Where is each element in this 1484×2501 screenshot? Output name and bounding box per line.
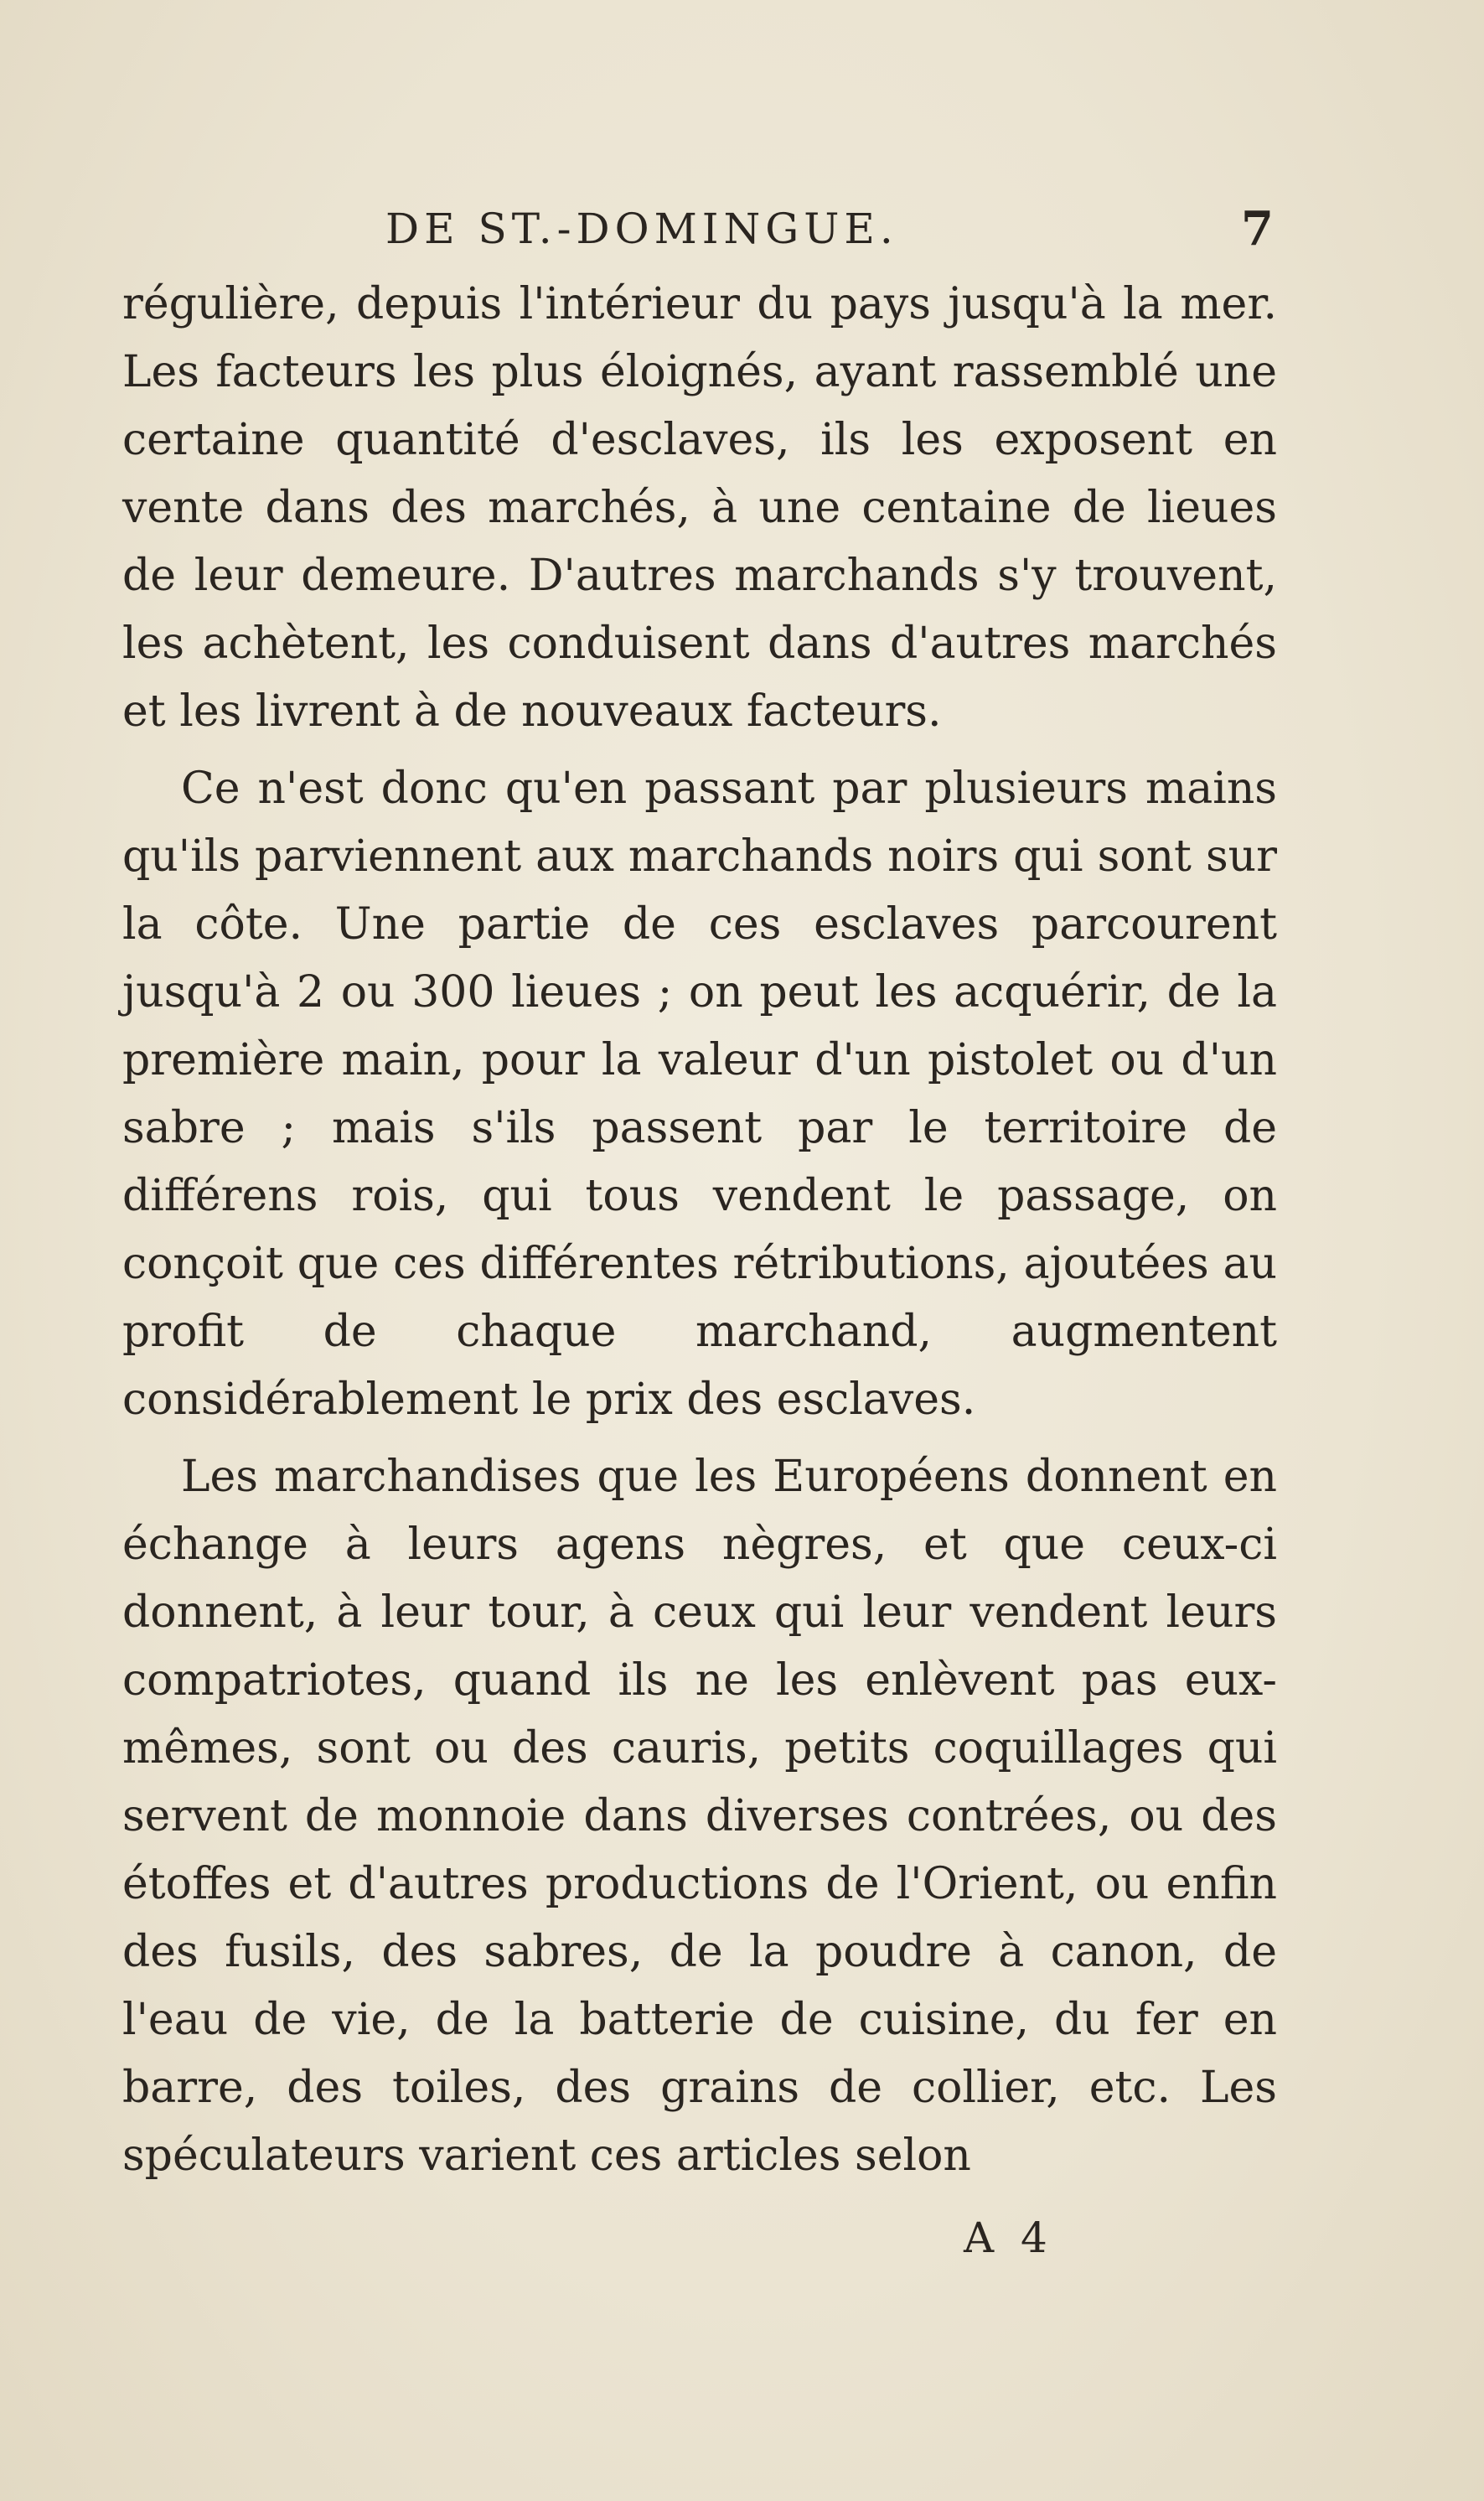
paragraph: régulière, depuis l'intérieur du pays jusqu'à la mer. Les facteurs les plus éloignés, ayant rassemblé une certaine quantité d'esclaves, ils les exposent en vente dans des marchés, à une centaine de lieues de leur demeure. D'autres marchands s'y trouvent, les achètent, les conduisent dans d'autres marchés et les livrent à de nouveaux facteurs. (122, 279, 1277, 737)
page-number: 7 (1241, 201, 1274, 256)
printer-signature-mark: A 4 (964, 2214, 1054, 2262)
paragraph: Les marchandises que les Européens donnent en échange à leurs agens nègres, et que ceux-ci donnent, à leur tour, à ceux qui leur vendent leurs compatriotes, quand ils ne les enlèvent pas eux-mêmes, sont ou des cauris, petits coquillages qui servent de monnoie dans diverses contrées, ou des étoffes et d'autres productions de l'Orient, ou enfin des fusils, des sabres, de la poudre à canon, de l'eau de vie, de la batterie de cuisine, du fer en barre, des toiles, des grains de collier, etc. Les spéculateurs varient ces articles selon (122, 1452, 1277, 2181)
page-header (385, 199, 1274, 258)
paragraph: Ce n'est donc qu'en passant par plusieurs mains qu'ils parviennent aux marchands noirs qui sont sur la côte. Une partie de ces esclaves parcourent jusqu'à 2 ou 300 lieues ; on peut les acquérir, de la première main, pour la valeur d'un pistolet ou d'un sabre ; mais s'ils passent par le territoire de différens rois, qui tous vendent le passage, on conçoit que ces différentes rétributions, ajoutées au profit de chaque marchand, augmentent considérablement le prix des esclaves. (122, 764, 1277, 1425)
running-title: DE ST.-DOMINGUE. (385, 205, 898, 253)
body-text (122, 271, 1277, 2190)
